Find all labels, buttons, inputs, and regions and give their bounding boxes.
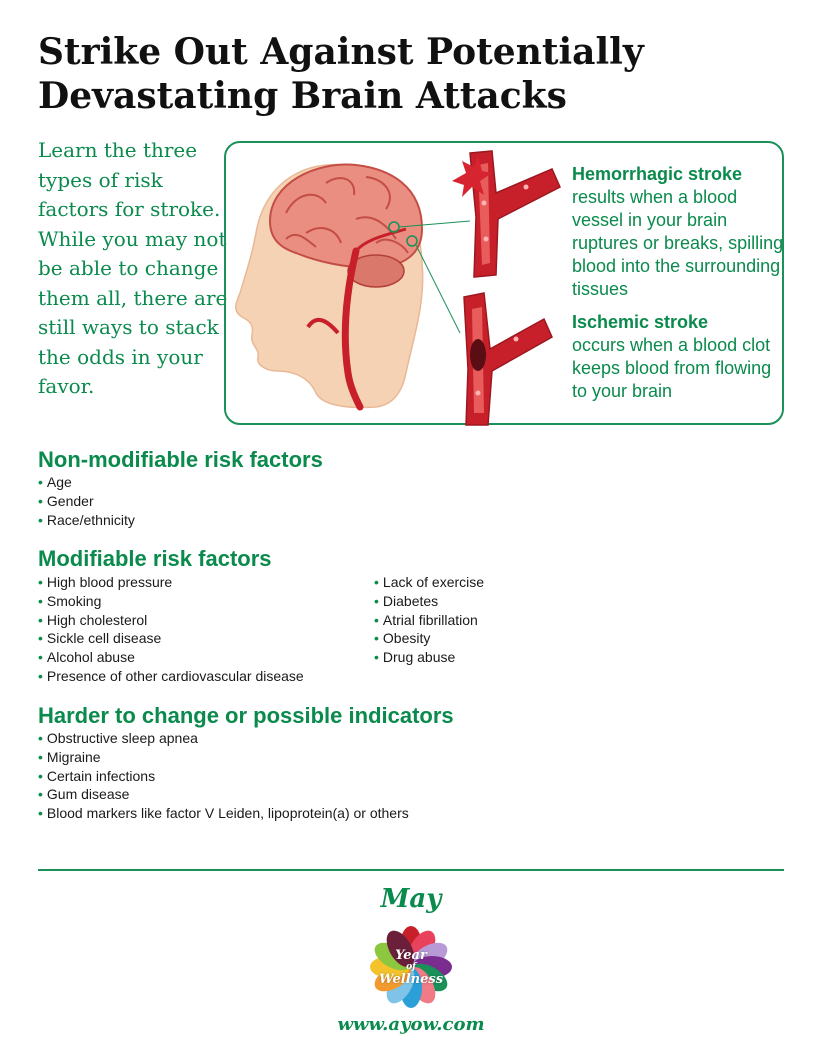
- list-item: • Blood markers like factor V Leiden, lipoprotein(a) or others: [38, 804, 409, 823]
- list-item: • Diabetes: [374, 592, 484, 611]
- list-item: • High blood pressure: [38, 573, 304, 592]
- list-item: • Alcohol abuse: [38, 648, 304, 667]
- logo-line-year: Year: [395, 948, 427, 963]
- footer-divider: [38, 869, 784, 871]
- intro-text: Learn the three types of risk factors for stroke. While you may not be able to change them all, there are still ways to stack the odds in your favor.: [38, 138, 228, 398]
- non-modifiable-list: [38, 473, 135, 529]
- list-item: • Atrial fibrillation: [374, 611, 484, 630]
- list-item: • Smoking: [38, 592, 304, 611]
- page-title: [38, 30, 778, 118]
- list-item: • High cholesterol: [38, 611, 304, 630]
- modifiable-list-left: [38, 573, 304, 686]
- hemorrhagic-stroke-body: results when a blood vessel in your brain ruptures or breaks, spilling blood into the surrounding tissues: [572, 187, 784, 299]
- ischemic-stroke-body: occurs when a blood clot keeps blood from flowing to your brain: [572, 335, 772, 401]
- harder-to-change-heading: Harder to change or possible indicators: [38, 703, 454, 728]
- non-modifiable-heading: Non-modifiable risk factors: [38, 447, 323, 472]
- list-item: • Certain infections: [38, 767, 409, 786]
- website-url[interactable]: www.ayow.com: [337, 1014, 485, 1035]
- list-item: • Obstructive sleep apnea: [38, 729, 409, 748]
- ischemic-stroke-description: [572, 311, 787, 403]
- list-item: • Gum disease: [38, 785, 409, 804]
- list-item: • Presence of other cardiovascular disease: [38, 667, 304, 686]
- modifiable-list-right: [374, 573, 484, 667]
- list-item: • Sickle cell disease: [38, 629, 304, 648]
- modifiable-heading: Modifiable risk factors: [38, 546, 272, 571]
- list-item: • Lack of exercise: [374, 573, 484, 592]
- logo-line-of: of: [406, 962, 416, 972]
- list-item: • Age: [38, 473, 135, 492]
- list-item: • Obesity: [374, 629, 484, 648]
- hemorrhagic-stroke-description: [572, 163, 787, 301]
- blood-clot-icon: [470, 339, 486, 371]
- ischemic-stroke-heading: Ischemic stroke: [572, 312, 709, 332]
- logo-line-wellness: Wellness: [378, 972, 444, 987]
- hemorrhagic-stroke-heading: Hemorrhagic stroke: [572, 164, 743, 184]
- stroke-illustration-panel: [224, 141, 784, 425]
- logo-wordmark: [366, 948, 456, 987]
- list-item: • Race/ethnicity: [38, 511, 135, 530]
- title-line-2: Devastating Brain Attacks: [38, 75, 567, 117]
- harder-to-change-list: [38, 729, 409, 823]
- title-line-1: Strike Out Against Potentially: [38, 31, 644, 73]
- list-item: • Migraine: [38, 748, 409, 767]
- month-label: May: [380, 884, 442, 914]
- list-item: • Drug abuse: [374, 648, 484, 667]
- list-item: • Gender: [38, 492, 135, 511]
